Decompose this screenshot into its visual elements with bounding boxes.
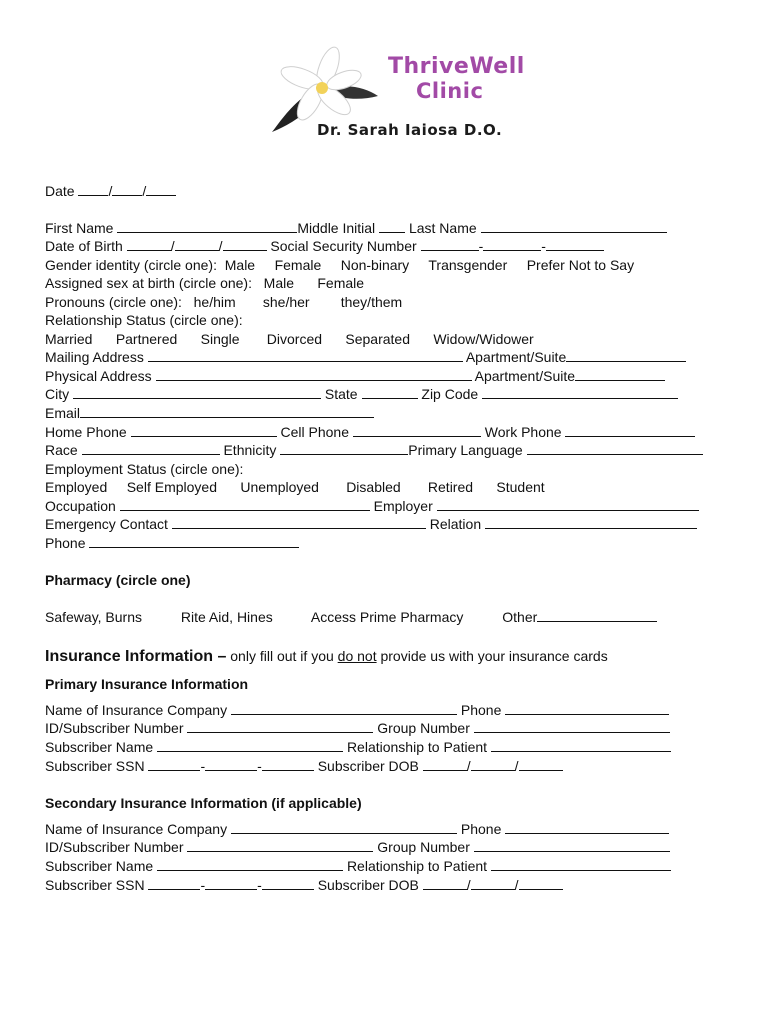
sex-label: Assigned sex at birth (circle one):	[45, 275, 252, 291]
emergency-contact-field[interactable]	[172, 516, 426, 529]
occupation-label: Occupation	[45, 498, 116, 514]
primary-insurance-title: Primary Insurance Information	[45, 676, 249, 692]
emergency-phone-label: Phone	[45, 535, 86, 551]
emergency-phone-field[interactable]	[89, 535, 299, 548]
primary-relationship-label: Relationship to Patient	[346, 739, 488, 755]
pronoun-option-they[interactable]: they/them	[340, 294, 403, 310]
email-label: Email	[45, 405, 81, 421]
secondary-id-label: ID/Subscriber Number	[45, 839, 184, 855]
name-row	[45, 220, 667, 237]
primary-id-label: ID/Subscriber Number	[45, 720, 184, 736]
gender-row	[45, 257, 634, 274]
sex-option-female[interactable]: Female	[317, 275, 365, 291]
physical-address-label: Physical Address	[45, 368, 152, 384]
dob-month-field[interactable]	[127, 238, 171, 251]
employment-label-row	[45, 461, 243, 478]
clinic-logo	[270, 44, 525, 154]
employment-label: Employment Status (circle one):	[45, 461, 244, 477]
employment-option-disabled[interactable]: Disabled	[346, 479, 401, 495]
primary-dob-day-field[interactable]	[471, 758, 515, 771]
city-row	[45, 386, 678, 403]
pronouns-row	[45, 294, 402, 311]
date-day-field[interactable]	[112, 183, 142, 196]
dob-ssn-row: Date of Birth / / Social Security Number - -	[45, 238, 604, 255]
insurance-note-emphasis: do not	[337, 648, 377, 664]
primary-language-label: Primary Language	[408, 442, 523, 458]
insurance-note-pre: only fill out if you	[230, 648, 334, 664]
physical-apartment-label: Apartment/Suite	[474, 368, 576, 384]
last-name-label: Last Name	[408, 220, 477, 236]
relation-field[interactable]	[485, 516, 697, 529]
secondary-dob-day-field[interactable]	[471, 877, 515, 890]
employment-option-self-employed[interactable]: Self Employed	[126, 479, 217, 495]
pronouns-label: Pronouns (circle one):	[45, 294, 182, 310]
relationship-option-separated[interactable]: Separated	[345, 331, 410, 347]
pharmacy-options-row	[45, 609, 657, 626]
ssn-label: Social Security Number	[270, 238, 417, 254]
secondary-id-field[interactable]	[187, 839, 373, 852]
relationship-option-widow[interactable]: Widow/Widower	[433, 331, 534, 347]
pharmacy-other-field[interactable]	[537, 609, 657, 622]
mailing-address-field[interactable]	[148, 349, 463, 362]
state-field[interactable]	[362, 386, 418, 399]
secondary-relationship-label: Relationship to Patient	[346, 858, 488, 874]
employment-option-employed[interactable]: Employed	[45, 479, 108, 495]
physical-address-field[interactable]	[156, 368, 472, 381]
primary-ssn-part1-field[interactable]	[148, 758, 200, 771]
primary-group-field[interactable]	[474, 720, 670, 733]
date-label: Date	[45, 183, 75, 199]
phones-row	[45, 424, 695, 441]
city-field[interactable]	[73, 386, 321, 399]
pronoun-option-she[interactable]: she/her	[262, 294, 310, 310]
last-name-field[interactable]	[481, 220, 667, 233]
mailing-address-row	[45, 349, 686, 366]
primary-company-label: Name of Insurance Company	[45, 702, 228, 718]
gender-option-prefer-not[interactable]: Prefer Not to Say	[526, 257, 635, 273]
insurance-note-post: provide us with your insurance cards	[380, 648, 608, 664]
pharmacy-option-rite-aid[interactable]: Rite Aid, Hines	[180, 609, 273, 625]
state-label: State	[324, 386, 358, 402]
gender-option-transgender[interactable]: Transgender	[428, 257, 508, 273]
secondary-ssn-label: Subscriber SSN	[45, 877, 145, 893]
secondary-ssn-dob-row: Subscriber SSN - - Subscriber DOB / /	[45, 877, 563, 894]
primary-ssn-part3-field[interactable]	[262, 758, 314, 771]
secondary-dob-label: Subscriber DOB	[317, 877, 419, 893]
emergency-contact-label: Emergency Contact	[45, 516, 168, 532]
secondary-company-field[interactable]	[231, 821, 457, 834]
primary-ssn-label: Subscriber SSN	[45, 758, 145, 774]
physical-apartment-field[interactable]	[575, 368, 665, 381]
dob-label: Date of Birth	[45, 238, 123, 254]
secondary-phone-field[interactable]	[505, 821, 669, 834]
secondary-dob-month-field[interactable]	[423, 877, 467, 890]
primary-dob-label: Subscriber DOB	[317, 758, 419, 774]
primary-id-field[interactable]	[187, 720, 373, 733]
gender-label: Gender identity (circle one):	[45, 257, 217, 273]
relationship-option-single[interactable]: Single	[200, 331, 240, 347]
zip-field[interactable]	[482, 386, 678, 399]
gender-option-male[interactable]: Male	[224, 257, 256, 273]
home-phone-field[interactable]	[131, 424, 277, 437]
secondary-subscriber-row	[45, 858, 671, 875]
relationship-label: Relationship Status (circle one):	[45, 312, 243, 328]
brand-name-line1: ThriveWell	[388, 54, 525, 79]
secondary-group-field[interactable]	[474, 839, 670, 852]
first-name-field[interactable]	[117, 220, 297, 233]
mailing-address-label: Mailing Address	[45, 349, 144, 365]
employer-field[interactable]	[437, 498, 699, 511]
email-field[interactable]	[80, 405, 374, 418]
secondary-ssn-part2-field[interactable]	[205, 877, 257, 890]
primary-subscriber-row	[45, 739, 671, 756]
primary-phone-label: Phone	[460, 702, 502, 718]
employment-option-unemployed[interactable]: Unemployed	[240, 479, 319, 495]
relationship-option-married[interactable]: Married	[45, 331, 93, 347]
primary-ssn-dob-row: Subscriber SSN - - Subscriber DOB / /	[45, 758, 563, 775]
secondary-relationship-field[interactable]	[491, 858, 671, 871]
relationship-option-divorced[interactable]: Divorced	[266, 331, 323, 347]
sex-row	[45, 275, 364, 292]
mailing-apartment-label: Apartment/Suite	[465, 349, 567, 365]
employer-label: Employer	[373, 498, 433, 514]
insurance-title: Insurance Information –	[45, 648, 227, 665]
secondary-company-row	[45, 821, 669, 838]
doctor-name: Dr. Sarah Iaiosa D.O.	[317, 121, 503, 139]
brand-name-line2: Clinic	[416, 79, 484, 103]
mailing-apartment-field[interactable]	[566, 349, 686, 362]
pharmacy-option-safeway[interactable]: Safeway, Burns	[45, 609, 143, 625]
secondary-company-label: Name of Insurance Company	[45, 821, 228, 837]
gender-option-female[interactable]: Female	[274, 257, 322, 273]
race-field[interactable]	[82, 442, 220, 455]
home-phone-label: Home Phone	[45, 424, 127, 440]
secondary-subscriber-name-field[interactable]	[157, 858, 343, 871]
secondary-phone-label: Phone	[460, 821, 502, 837]
middle-initial-label: Middle Initial	[297, 220, 376, 236]
secondary-id-row	[45, 839, 670, 856]
employment-options-row	[45, 479, 545, 496]
physical-address-row	[45, 368, 665, 385]
ssn-part3-field[interactable]	[546, 238, 604, 251]
primary-company-row	[45, 702, 669, 719]
secondary-dob-year-field[interactable]	[519, 877, 563, 890]
primary-company-field[interactable]	[231, 702, 457, 715]
primary-subscriber-name-field[interactable]	[157, 739, 343, 752]
race-label: Race	[45, 442, 78, 458]
secondary-ssn-part3-field[interactable]	[262, 877, 314, 890]
zip-label: Zip Code	[421, 386, 479, 402]
ethnicity-field[interactable]	[280, 442, 408, 455]
primary-relationship-field[interactable]	[491, 739, 671, 752]
relationship-option-partnered[interactable]: Partnered	[115, 331, 178, 347]
primary-group-label: Group Number	[377, 720, 470, 736]
secondary-insurance-title: Secondary Insurance Information (if applicable)	[45, 795, 362, 811]
date-month-field[interactable]	[78, 183, 108, 196]
occupation-row	[45, 498, 699, 515]
primary-ssn-part2-field[interactable]	[205, 758, 257, 771]
emergency-phone-row	[45, 535, 299, 552]
primary-dob-month-field[interactable]	[423, 758, 467, 771]
relationship-label-row	[45, 312, 243, 329]
pharmacy-option-access-prime[interactable]: Access Prime Pharmacy	[310, 609, 464, 625]
pharmacy-option-other[interactable]: Other	[502, 609, 538, 625]
occupation-field[interactable]	[120, 498, 370, 511]
employment-option-retired[interactable]: Retired	[427, 479, 474, 495]
work-phone-label: Work Phone	[484, 424, 562, 440]
ssn-part1-field[interactable]	[421, 238, 479, 251]
city-label: City	[45, 386, 70, 402]
date-year-field[interactable]	[146, 183, 176, 196]
race-row	[45, 442, 703, 459]
ethnicity-label: Ethnicity	[223, 442, 277, 458]
sex-option-male[interactable]: Male	[263, 275, 295, 291]
primary-dob-year-field[interactable]	[519, 758, 563, 771]
primary-phone-field[interactable]	[505, 702, 669, 715]
cell-phone-field[interactable]	[353, 424, 481, 437]
primary-subscriber-name-label: Subscriber Name	[45, 739, 154, 755]
gender-option-non-binary[interactable]: Non-binary	[340, 257, 410, 273]
pharmacy-title: Pharmacy (circle one)	[45, 572, 191, 588]
secondary-subscriber-name-label: Subscriber Name	[45, 858, 154, 874]
first-name-label: First Name	[45, 220, 114, 236]
secondary-ssn-part1-field[interactable]	[148, 877, 200, 890]
cell-phone-label: Cell Phone	[280, 424, 349, 440]
pronoun-option-he[interactable]: he/him	[193, 294, 236, 310]
employment-option-student[interactable]: Student	[496, 479, 545, 495]
email-row	[45, 405, 374, 422]
insurance-heading	[45, 648, 608, 665]
dob-day-field[interactable]	[175, 238, 219, 251]
secondary-group-label: Group Number	[377, 839, 470, 855]
ssn-part2-field[interactable]	[483, 238, 541, 251]
work-phone-field[interactable]	[565, 424, 695, 437]
emergency-contact-row	[45, 516, 697, 533]
primary-language-field[interactable]	[527, 442, 703, 455]
primary-id-row	[45, 720, 670, 737]
date-row: Date / /	[45, 183, 176, 200]
dob-year-field[interactable]	[223, 238, 267, 251]
relation-label: Relation	[429, 516, 482, 532]
relationship-options-row	[45, 331, 534, 348]
middle-initial-field[interactable]	[379, 220, 405, 233]
